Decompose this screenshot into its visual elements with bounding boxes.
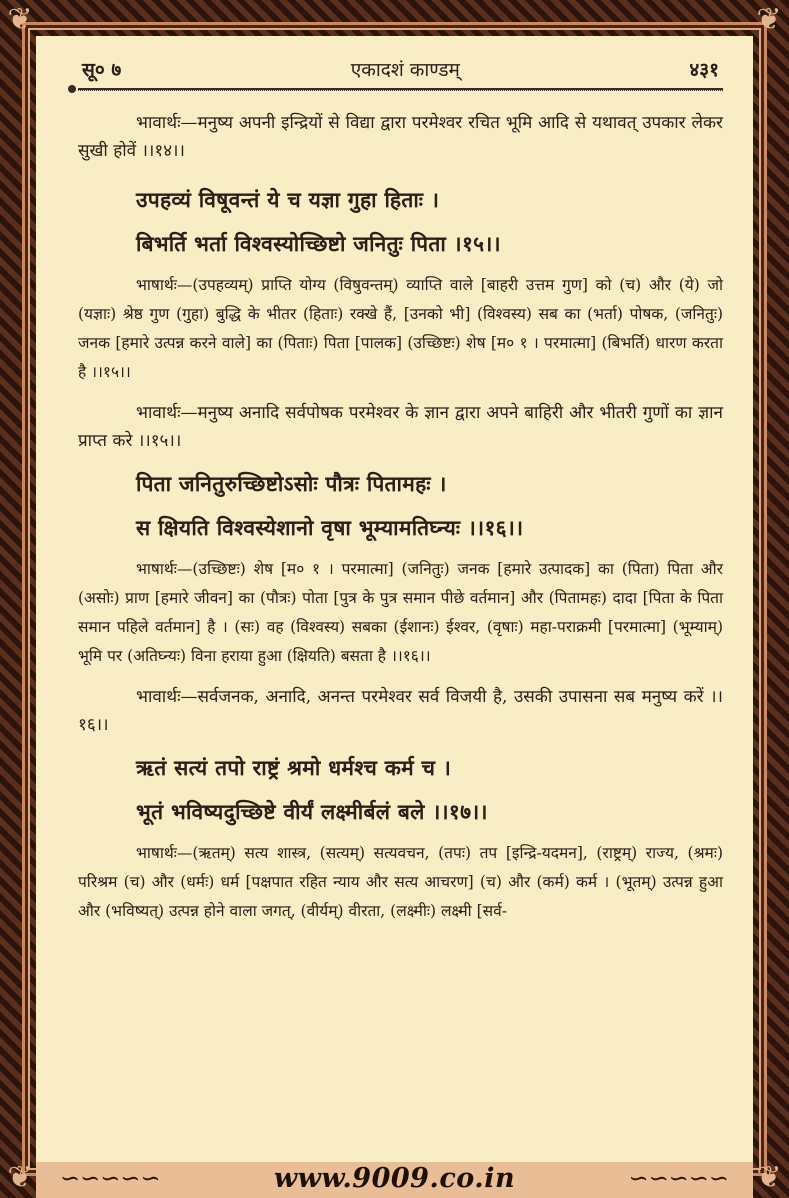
bhashartha-15: भाषार्थः—(उपहव्यम्) प्राप्ति योग्य (विषुवन्तम्) व्याप्ति वाले [बाहरी उत्तम गुण] को (च) और (ये) जो (यज्ञाः) श्रेष्ठ गुण (गुहा) बुद्धि के भीतर (हिताः) रक्खे हैं, [उनको भी] (विश्वस्य) सब का (भर्ता) पोषक, (जनितुः) जनक [हमारे उत्पन्न करने वाले] का (पिताः) पिता [पालक] (उच्छिष्टः) शेष [म० १ । परमात्मा] (बिभर्ति) धारण करता है ।।१५।। xyxy=(78,276,723,381)
sukta-number: सू० ७ xyxy=(82,59,122,81)
page-header xyxy=(78,56,723,88)
bhavartha-14: भावार्थः—मनुष्य अपनी इन्द्रियों से विद्या द्वारा परमेश्वर रचित भूमि आदि से यथावत् उपकार लेकर सुखी होवें ।।१४।। xyxy=(78,113,723,161)
page-number: ४३१ xyxy=(689,59,719,81)
mantra-15-line-1: उपहव्यं विषूवन्तं ये च यज्ञा गुहा हिताः । xyxy=(136,187,440,212)
swirl-ornament-icon: ∽∽∽∽∽ xyxy=(60,1164,161,1192)
bhavartha-15: भावार्थः—मनुष्य अनादि सर्वपोषक परमेश्वर के ज्ञान द्वारा अपने बाहिरी और भीतरी गुणों का ज्ञान प्राप्त करे ।।१५।। xyxy=(78,403,723,451)
mantra-16-line-2: स क्षियति विश्वस्येशानो वृषा भूम्यामतिघ्न्यः ।।१६।। xyxy=(136,515,524,540)
book-page xyxy=(36,36,753,1162)
corner-ornament-icon: ❦ xyxy=(756,2,782,37)
swirl-ornament-icon: ∽∽∽∽∽ xyxy=(628,1164,729,1192)
bhavartha-16: भावार्थः—सर्वजनक, अनादि, अनन्त परमेश्वर सर्व विजयी है, उसकी उपासना सब मनुष्य करें ।।१६।। xyxy=(78,687,723,735)
mantra-17-line-2: भूतं भविष्यदुच्छिष्टे वीर्यं लक्ष्मीर्बलं बले ।।१७।। xyxy=(136,799,488,824)
corner-ornament-icon: ❦ xyxy=(756,1160,782,1195)
mantra-15-line-2: बिभर्ति भर्ता विश्वस्योच्छिष्टो जनितुः पिता ।१५।। xyxy=(136,231,501,256)
corner-ornament-icon: ❦ xyxy=(7,1160,33,1195)
website-url: www.9009.co.in xyxy=(273,1163,516,1194)
bhashartha-16: भाषार्थः—(उच्छिष्टः) शेष [म० १ । परमात्मा] (जनितुः) जनक [हमारे उत्पादक] का (पिता) पिता और (असोः) प्राण [हमारे जीवन] का (पौत्रः) पोता [पुत्र के पुत्र समान पीछे वर्तमान] और (पितामहः) दादा [पिता के पिता समान पहिले वर्तमान] है । (सः) वह (विश्वस्य) सबका (ईशानः) ईश्वर, (वृषाः) महा-पराक्रमी [परमात्मा] (भूम्याम्) भूमि पर (अतिघ्न्यः) विना हराया हुआ (क्षियति) बसता है ।।१६।। xyxy=(78,560,723,665)
mantra-16-line-1: पिता जनितुरुच्छिष्टोऽसोः पौत्रः पितामहः । xyxy=(136,471,447,496)
mantra-17-line-1: ऋतं सत्यं तपो राष्ट्रं श्रमो धर्मश्च कर्म च । xyxy=(136,755,452,780)
kanda-title: एकादशं काण्डम् xyxy=(350,59,460,81)
header-rule xyxy=(78,88,723,91)
corner-ornament-icon: ❦ xyxy=(7,2,33,37)
bhashartha-17: भाषार्थः—(ऋतम्) सत्य शास्त्र, (सत्यम्) सत्यवचन, (तपः) तप [इन्द्रि-यदमन], (राष्ट्रम्) राज्य, (श्रमः) परिश्रम (च) और (धर्मः) धर्म [पक्षपात रहित न्याय और सत्य आचरण] (च) और (कर्म) कर्म । (भूतम्) उत्पन्न हुआ और (भविष्यत्) उत्पन्न होने वाला जगत्, (वीर्यम्) वीरता, (लक्ष्मीः) लक्ष्मी [सर्व- xyxy=(78,844,723,920)
